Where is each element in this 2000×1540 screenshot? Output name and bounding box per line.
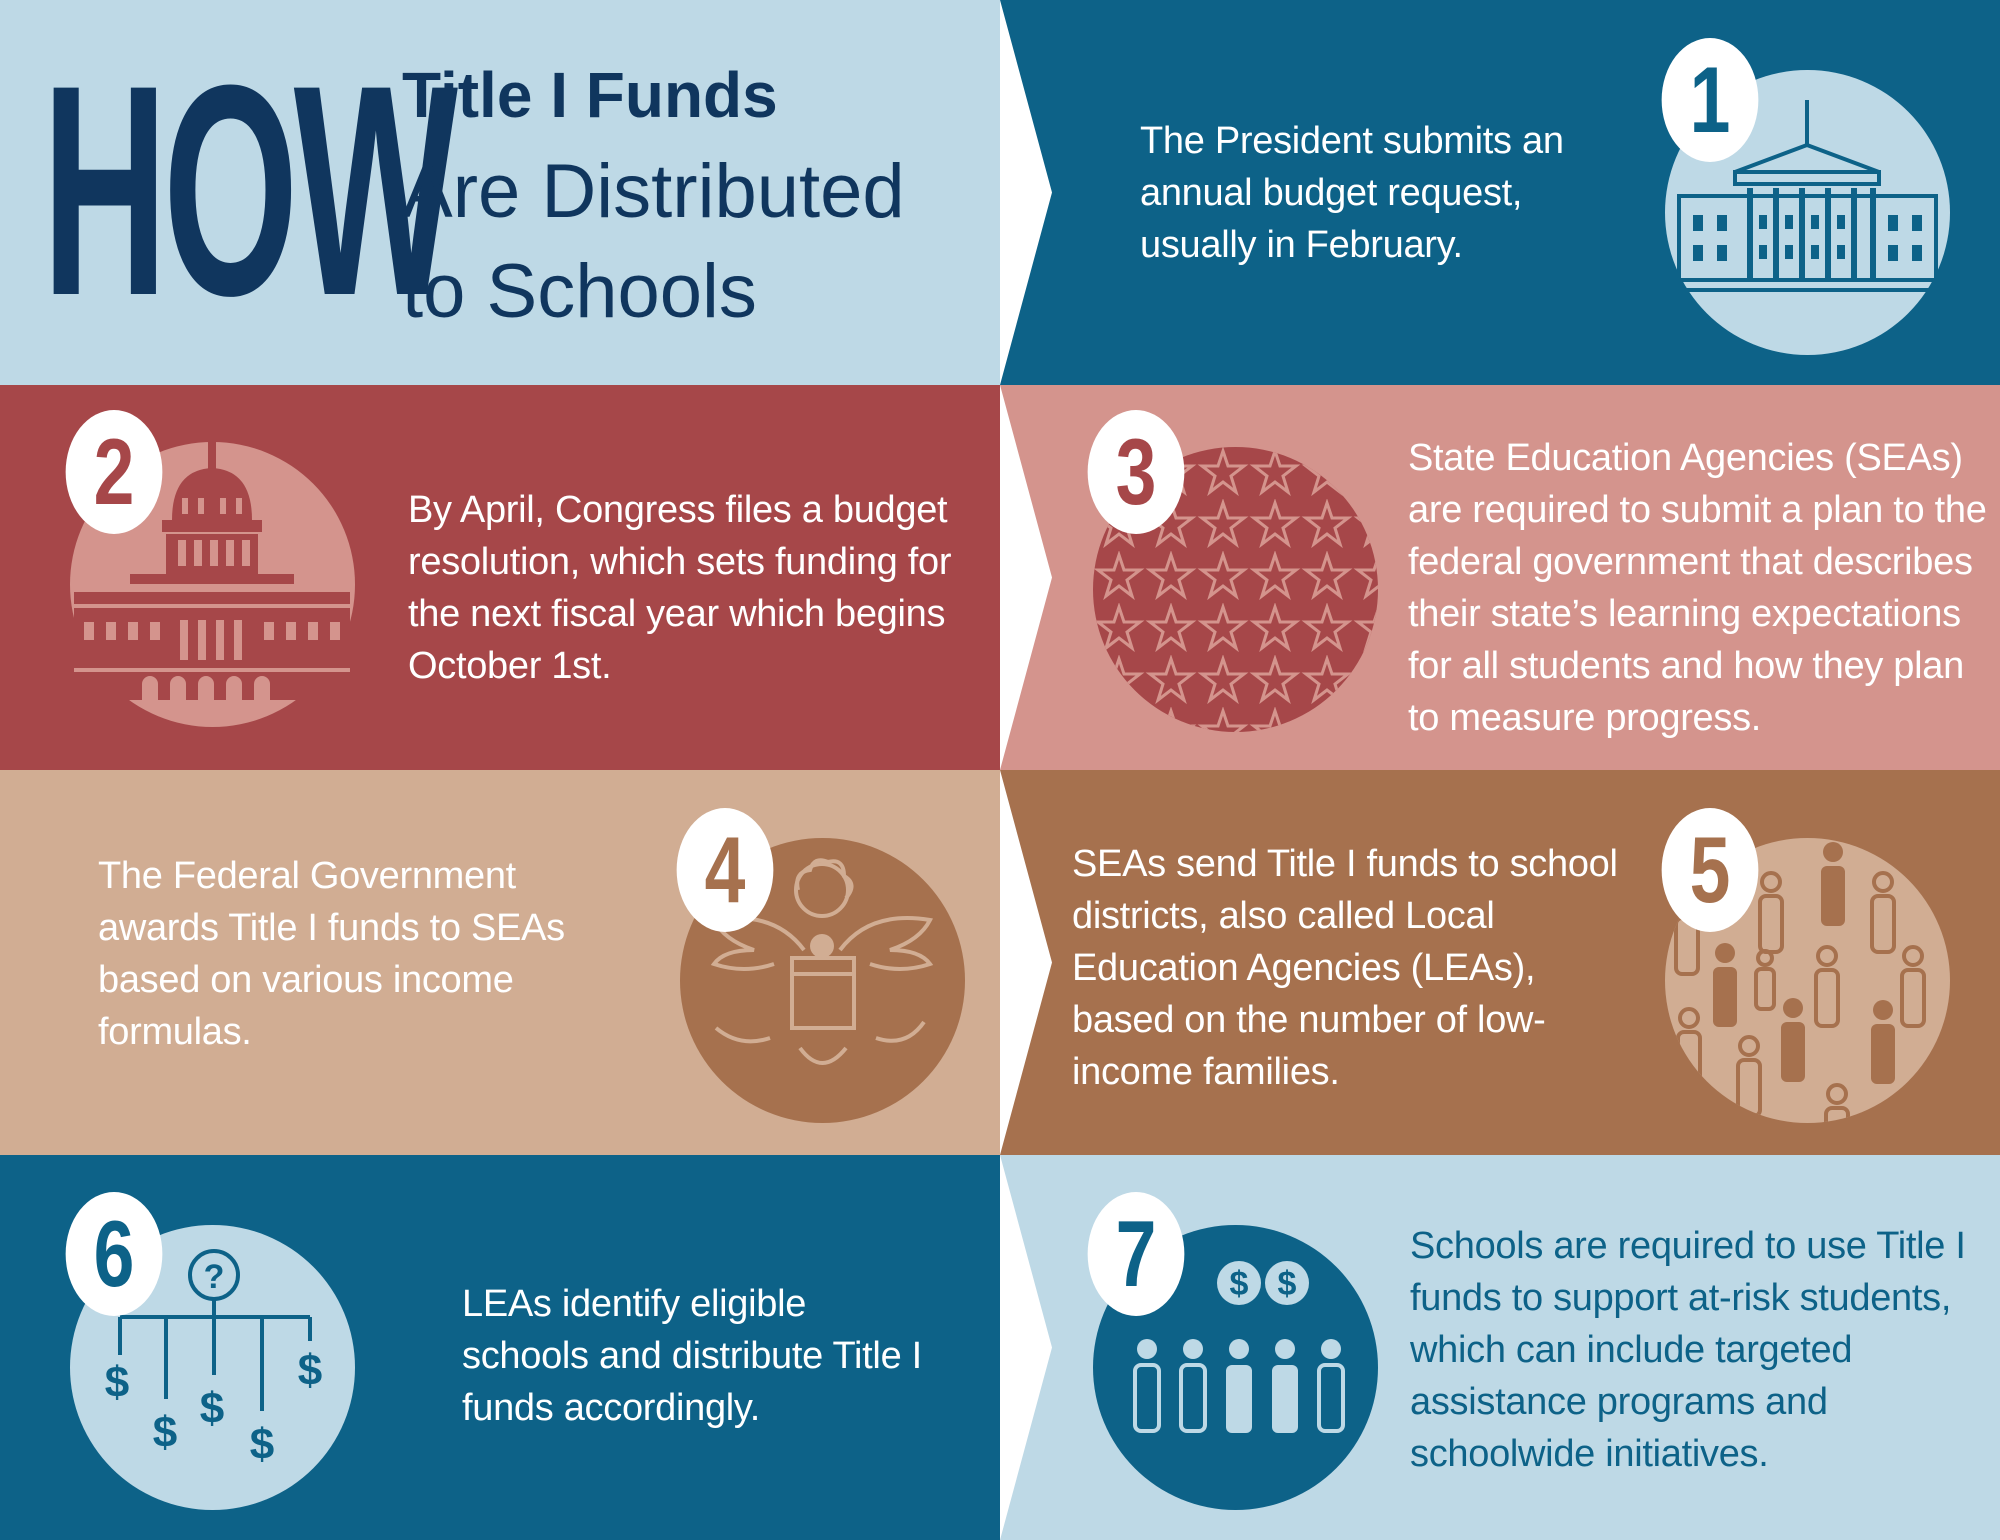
step-1-text: The President submits an annual budget request, usually in February. [1140,120,1564,266]
svg-text:$: $ [249,1420,275,1469]
step-5-text: SEAs send Title I funds to school districts, also called Local Education Agencies (LEAs), based on the number of low-income families. [1072,843,1618,1093]
step-6-text: LEAs identify eligible schools and distribute Title I funds accordingly. [462,1283,922,1429]
step-7-text: Schools are required to use Title I funds to support at-risk students, which can include targeted assistance programs and schoolwide initiatives. [1410,1225,1966,1475]
step-4-number: 4 [677,808,774,932]
title-line-1: Title I Funds [402,59,778,131]
svg-text:$: $ [152,1408,178,1457]
step-2-number: 2 [66,410,163,534]
step-3-number: 3 [1088,410,1185,534]
step-4-text: The Federal Government awards Title I funds to SEAs based on various income formulas. [98,855,565,1053]
step-3-text: State Education Agencies (SEAs) are required to submit a plan to the federal government that describes their state’s learning expectations for all students and how they plan to measure progress. [1408,437,1987,739]
step-7-number: 7 [1088,1192,1185,1316]
step-6-number: 6 [66,1192,163,1316]
step-5-number: 5 [1662,808,1759,932]
step-2-text: By April, Congress files a budget resolution, which sets funding for the next fiscal year which begins October 1st. [408,489,952,687]
svg-text:$: $ [199,1384,225,1433]
svg-text:$: $ [297,1346,323,1395]
svg-text:?: ? [203,1258,225,1296]
title-line-2: Are Distributed [402,149,905,234]
title-line-3: to Schools [402,249,757,334]
svg-text:$: $ [1229,1265,1249,1303]
svg-text:$: $ [1277,1265,1297,1303]
svg-text:$: $ [104,1358,130,1407]
step-1-number: 1 [1662,38,1759,162]
how-heading: HOW [42,22,454,358]
